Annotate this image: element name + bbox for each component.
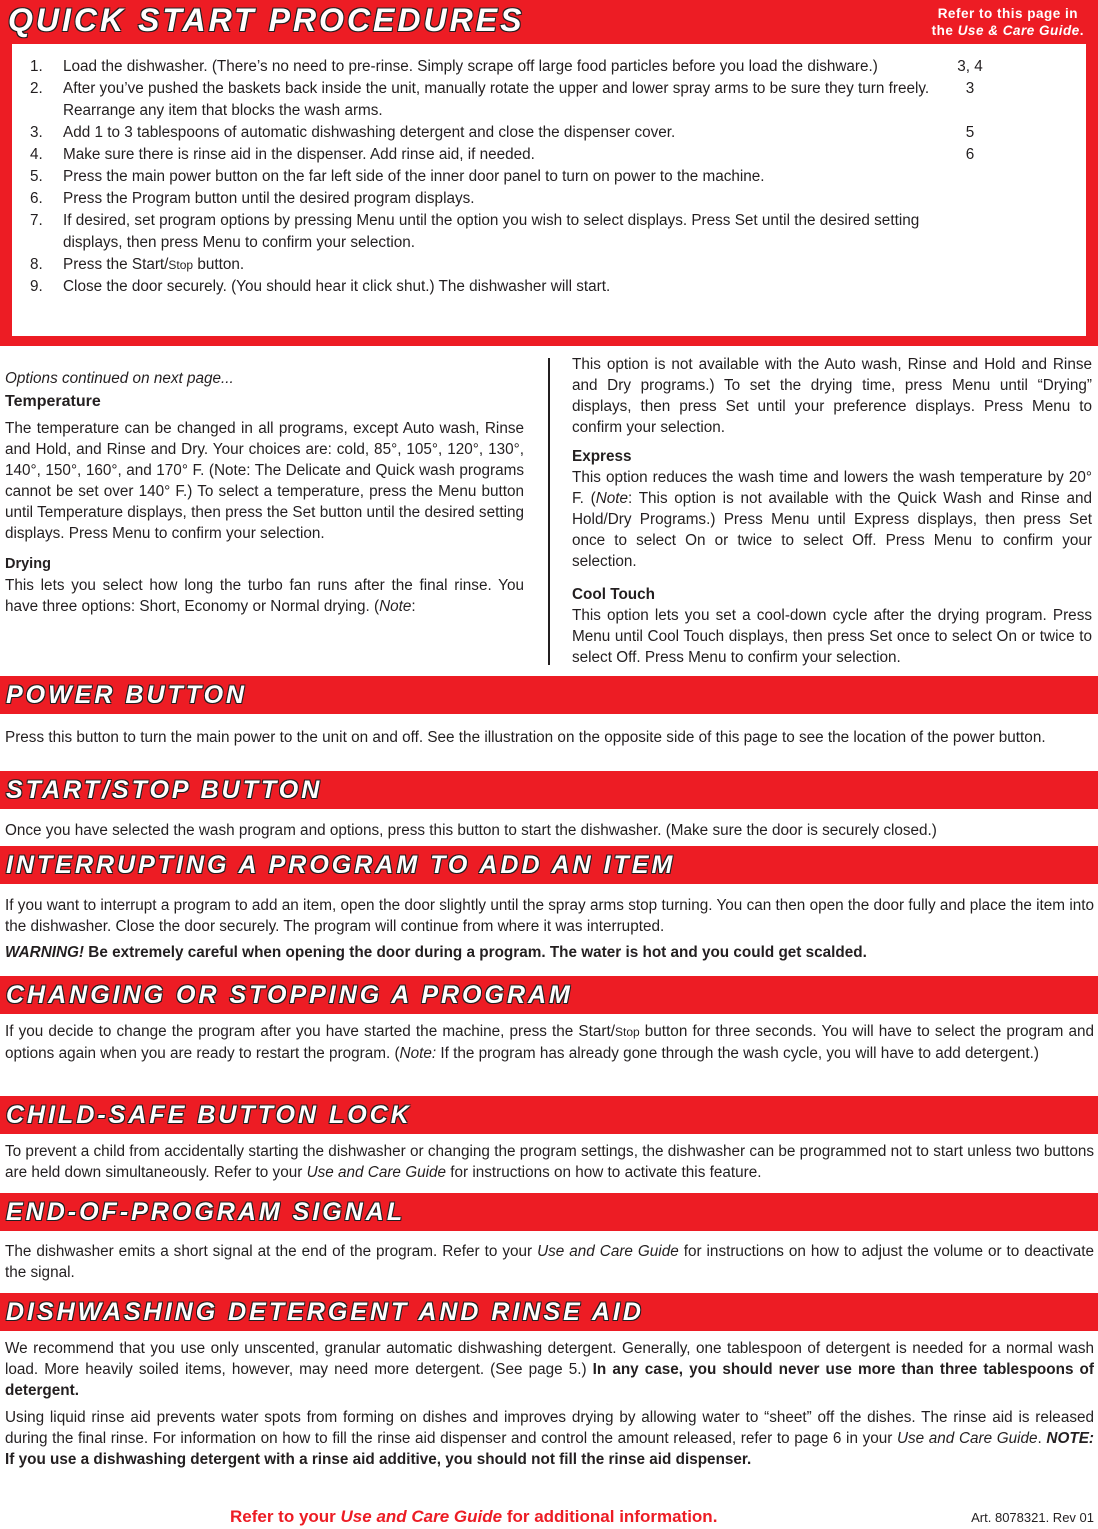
temperature-text: The temperature can be changed in all programs, except Auto wash, Rinse and Hold, and Rinse and Dry. Your choices are: cold, 85°, 105°, 120°, 130°, 140°, 150°, 160°, and 170° F. (Note: The Delicate and Quick wash programs cannot be set over 140° F.) To select a temperature, press the Menu button until Temperature displays, then press the Set button until the desired setting displays. Press Menu to confirm your selection.	[5, 420, 524, 542]
detergent-banner	[0, 1293, 1098, 1331]
start-stop-banner	[0, 771, 1098, 809]
step-page-ref: 3	[965, 80, 975, 97]
quick-start-steps	[30, 56, 1070, 298]
power-button-text: Press this button to turn the main power to the unit on and off. See the illustration on the opposite side of this page to see the location of the power button.	[5, 729, 1046, 746]
drying-heading: Drying	[5, 556, 51, 572]
step-item: 5. Press the main power button on the far left side of the inner door panel to turn on power to the machine.	[30, 168, 765, 185]
end-signal-title: END-OF-PROGRAM SIGNAL	[6, 1198, 406, 1226]
step-page-ref: 3, 4	[957, 58, 983, 75]
art-number: Art. 8078321. Rev 01	[971, 1510, 1094, 1525]
step-item: 8. Press the Start/Stop button.	[30, 256, 245, 273]
step-item: 4. Make sure there is rinse aid in the dispenser. Add rinse aid, if needed. 6	[30, 144, 1070, 166]
interrupt-text: If you want to interrupt a program to add an item, open the door slightly until the spray arms stop turning. You can then open the door fully and place the item into the dishwasher. Close the door securely. The program will continue from where it was interrupted.	[5, 897, 1094, 935]
options-right-column	[572, 354, 1092, 668]
detergent-title: DISHWASHING DETERGENT AND RINSE AID	[6, 1298, 644, 1326]
footer-reference: Refer to your Use and Care Guide for additional information.	[230, 1507, 718, 1526]
child-safe-banner	[0, 1096, 1098, 1134]
express-text: This option reduces the wash time and lowers the wash temperature by 20° F. (Note: This option is not available with the Quick Wash and Rinse and Hold/Dry Programs.) Press Menu until Express displays, then press Set once to select On or twice to select Off. Press Menu to confirm your selection.	[572, 469, 1092, 570]
step-item: 7. If desired, set program options by pressing Menu until the option you wish to select displays. Press Set until the desired setting displays, then press Menu to confirm your selection.	[30, 212, 920, 251]
drying-continued-text: This option is not available with the Auto wash, Rinse and Hold and Rinse and Dry programs.) To set the drying time, press Menu until “Drying” displays, then press Set until your preference displays. Press Menu to confirm your selection.	[572, 356, 1092, 436]
end-signal-banner	[0, 1193, 1098, 1231]
express-heading: Express	[572, 448, 632, 465]
quick-start-reference-note: Refer to this page in the Use & Care Guide.	[931, 6, 1084, 38]
changing-banner	[0, 976, 1098, 1014]
step-item: 3. Add 1 to 3 tablespoons of automatic dishwashing detergent and close the dispenser cover. 5	[30, 122, 1070, 144]
options-continued-note: Options continued on next page...	[5, 370, 234, 387]
interrupt-banner	[0, 846, 1098, 884]
child-safe-title: CHILD-SAFE BUTTON LOCK	[6, 1101, 412, 1129]
interrupt-warning: WARNING! Be extremely careful when opening the door during a program. The water is hot and you could get scalded.	[5, 944, 867, 961]
step-item: 1. Load the dishwasher. (There’s no need to pre-rinse. Simply scrape off large food particles before you load the dishware.) 3, 4	[30, 56, 1070, 78]
quick-start-panel	[0, 0, 1098, 346]
detergent-text: We recommend that you use only unscented, granular automatic dishwashing detergent. Generally, one tablespoon of detergent is needed for a normal wash load. More heavily soiled items, however, may need more detergent. (See page 5.) In any case, you should never use more than three tablespoons of detergent.	[5, 1340, 1094, 1399]
end-signal-text: The dishwasher emits a short signal at the end of the program. Refer to your Use and Care Guide for instructions on how to adjust the volume or to deactivate the signal.	[5, 1243, 1094, 1281]
drying-text: This lets you select how long the turbo fan runs after the final rinse. You have three options: Short, Economy or Normal drying. (Note:	[5, 577, 524, 615]
child-safe-text: To prevent a child from accidentally starting the dishwasher or changing the program settings, the dishwasher can be programmed not to start unless two buttons are held down simultaneously. Refer to your Use and Care Guide for instructions on how to activate this feature.	[5, 1143, 1094, 1181]
step-page-ref: 6	[965, 146, 975, 163]
step-item: 6. Press the Program button until the desired program displays.	[30, 190, 475, 207]
quick-start-title: QUICK START PROCEDURES	[8, 2, 525, 38]
start-stop-title: START/STOP BUTTON	[6, 776, 323, 804]
column-divider	[548, 358, 550, 665]
options-left-column	[5, 368, 524, 617]
temperature-heading: Temperature	[5, 393, 101, 410]
cool-touch-heading: Cool Touch	[572, 586, 655, 603]
start-stop-text: Once you have selected the wash program and options, press this button to start the dishwasher. (Make sure the door is securely closed.)	[5, 822, 937, 839]
cool-touch-text: This option lets you set a cool-down cycle after the drying program. Press Menu until Cool Touch displays, then press Set once to select On or twice to select Off. Press Menu to confirm your selection.	[572, 607, 1092, 666]
step-page-ref: 5	[965, 124, 975, 141]
power-button-title: POWER BUTTON	[6, 681, 248, 709]
rinse-aid-text: Using liquid rinse aid prevents water spots from forming on dishes and improves drying by allowing water to “sheet” off the dishes. The rinse aid is released during the final rinse. For information on how to fill the rinse aid dispenser and control the amount released, refer to page 6 in your Use and Care Guide. NOTE: If you use a dishwashing detergent with a rinse aid additive, you should not fill the rinse aid dispenser.	[5, 1409, 1095, 1468]
changing-text: If you decide to change the program after you have started the machine, press the Start/Stop button for three seconds. You will have to select the program and options again when you are ready to restart the program. (Note: If the program has already gone through the wash cycle, you will have to add detergent.)	[5, 1023, 1094, 1062]
step-item: 9. Close the door securely. (You should hear it click shut.) The dishwasher will start.	[30, 278, 611, 295]
interrupt-title: INTERRUPTING A PROGRAM TO ADD AN ITEM	[6, 851, 676, 879]
changing-title: CHANGING OR STOPPING A PROGRAM	[6, 981, 573, 1009]
step-item: 2. After you’ve pushed the baskets back inside the unit, manually rotate the upper and lower spray arms to be sure they turn freely. Rearrange any item that blocks the wash arms. 3	[30, 78, 1070, 122]
power-button-banner	[0, 676, 1098, 714]
